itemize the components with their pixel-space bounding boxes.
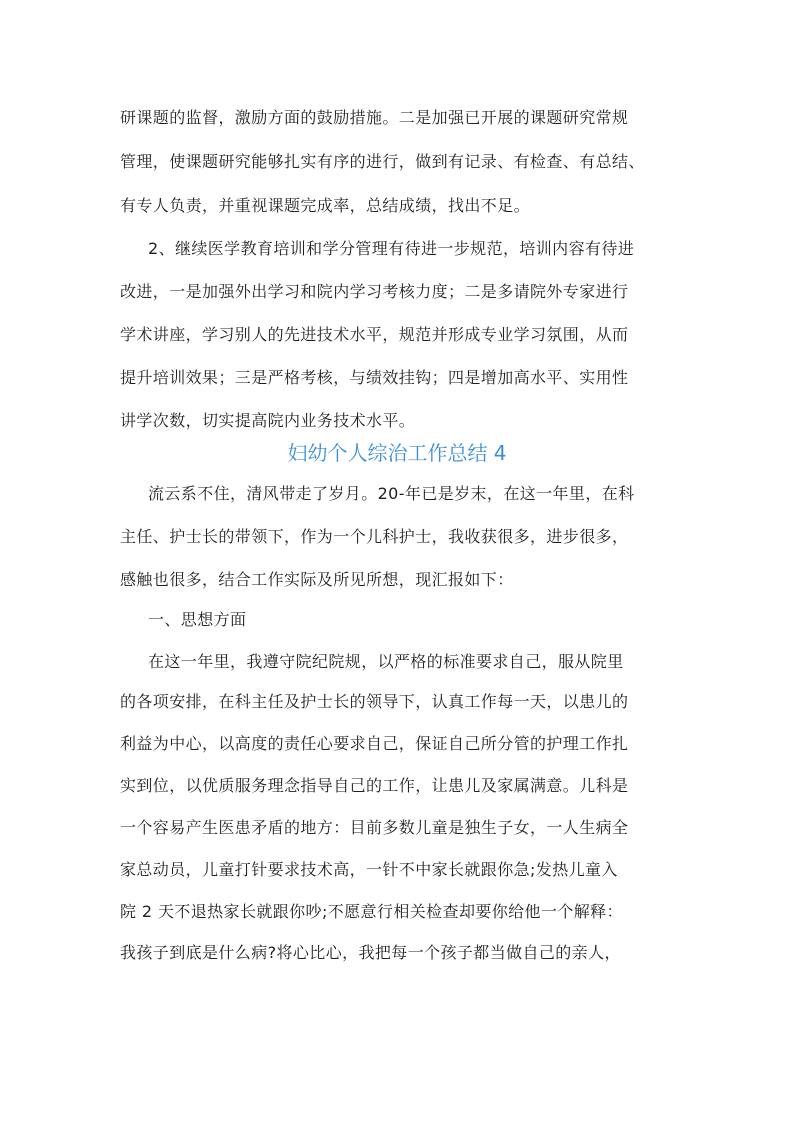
paragraph-line: 的各项安排，在科主任及护士长的领导下，认真工作每一天，以患儿的 — [120, 692, 629, 711]
paragraph-line: 提升培训效果；三是严格考核，与绩效挂钩；四是增加高水平、实用性 — [120, 368, 629, 387]
paragraph-line: 学术讲座，学习别人的先进技术水平，规范并形成专业学习氛围，从而 — [120, 325, 629, 344]
paragraph-line: 管理，使课题研究能够扎实有序的进行，做到有记录、有检查、有总结、 — [120, 152, 645, 171]
paragraph-line: 改进，一是加强外出学习和院内学习考核力度；二是多请院外专家进行 — [120, 282, 629, 301]
paragraph-line: 我孩子到底是什么病?将心比心，我把每一个孩子都当做自己的亲人， — [120, 943, 621, 962]
paragraph-line: 利益为中心，以高度的责任心要求自己，保证自己所分管的护理工作扎 — [120, 734, 629, 753]
subsection-heading: 一、思想方面 — [148, 610, 247, 629]
paragraph-line: 流云系不住，清风带走了岁月。20-年已是岁末，在这一年里，在科 — [148, 484, 635, 503]
paragraph-line: 实到位，以优质服务理念指导自己的工作，让患儿及家属满意。儿科是 — [120, 776, 629, 795]
paragraph-line: 主任、护士长的带领下，作为一个儿科护士，我收获很多，进步很多， — [120, 527, 629, 546]
paragraph-line: 院 2 天不退热家长就跟你吵;不愿意行相关检查却要你给他一个解释： — [120, 902, 623, 921]
paragraph-line: 讲学次数，切实提高院内业务技术水平。 — [120, 411, 416, 430]
paragraph-line: 有专人负责，并重视课题完成率，总结成绩，找出不足。 — [120, 196, 531, 215]
paragraph-line: 一个容易产生医患矛盾的地方：目前多数儿童是独生子女，一人生病全 — [120, 818, 629, 837]
paragraph-line: 2、继续医学教育培训和学分管理有待进一步规范，培训内容有待进 — [148, 239, 635, 258]
paragraph-line: 感触也很多，结合工作实际及所见所想，现汇报如下： — [120, 570, 514, 589]
paragraph-line: 家总动员，儿童打针要求技术高，一针不中家长就跟你急;发热儿童入 — [120, 860, 618, 879]
section-heading: 妇幼个人综治工作总结 4 — [287, 441, 507, 465]
paragraph-line: 研课题的监督，激励方面的鼓励措施。二是加强已开展的课题研究常规 — [120, 108, 629, 127]
paragraph-line: 在这一年里，我遵守院纪院规，以严格的标准要求自己，服从院里 — [148, 652, 624, 671]
